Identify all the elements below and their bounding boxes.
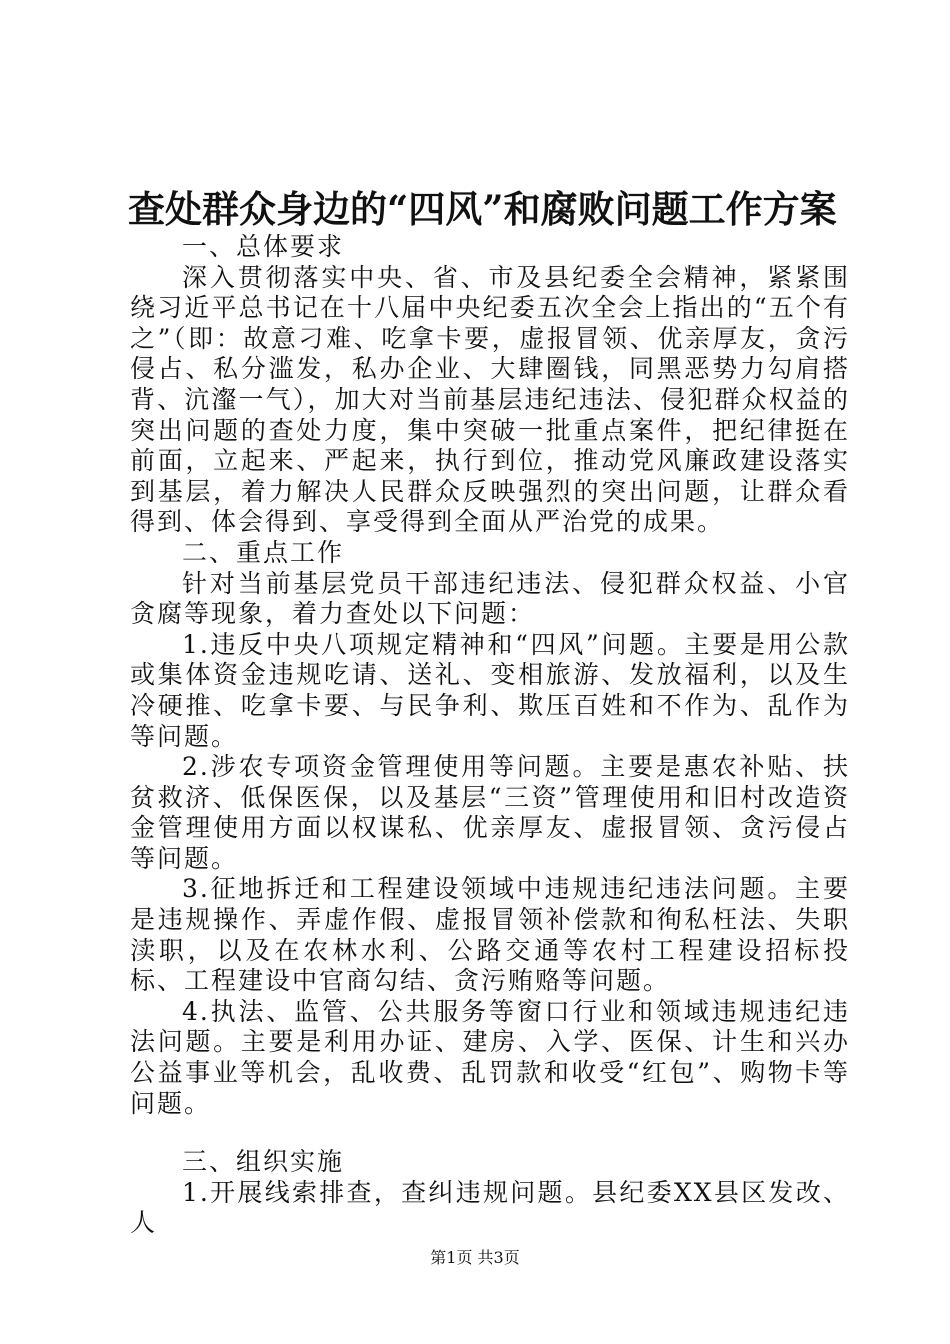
page-footer: 第1页 共3页 <box>430 1248 520 1267</box>
list-item-2: 2.涉农专项资金管理使用等问题。主要是惠农补贴、扶贫救济、低保医保，以及基层“三资”管理使用和旧村改造资金管理使用方面以权谋私、优亲厚友、虚报冒领、贪污侵占等问题。 <box>130 752 850 873</box>
section-heading-implementation: 三、组织实施 <box>182 1147 345 1177</box>
section-heading-general-requirements: 一、总体要求 <box>182 232 345 261</box>
paragraph-general-requirements: 深入贯彻落实中央、省、市及县纪委全会精神，紧紧围绕习近平总书记在十八届中央纪委五次全会上指出的“五个有之”（即：故意刁难、吃拿卡要，虚报冒领、优亲厚友，贪污侵占、私分滥发，私办企业、大肆圈钱，同黑恶势力勾肩搭背、沆瀣一气），加大对当前基层违纪违法、侵犯群众权益的突出问题的查处力度，集中突破一批重点案件，把纪律挺在前面，立起来、严起来，执行到位，推动党风廉政建设落实到基层，着力解决人民群众反映强烈的突出问题，让群众看得到、体会得到、享受得到全面从严治党的成果。 <box>130 262 850 537</box>
list-item-4: 4.执法、监管、公共服务等窗口行业和领域违规违纪违法问题。主要是利用办证、建房、入学、医保、计生和兴办公益事业等机会，乱收费、乱罚款和收受“红包”、购物卡等问题。 <box>130 996 850 1118</box>
section-heading-key-work: 二、重点工作 <box>182 537 345 567</box>
implementation-item-1: 1.开展线索排查，查纠违规问题。县纪委XX县区发改、人 <box>130 1177 850 1238</box>
list-item-1: 1.违反中央八项规定精神和“四风”问题。主要是用公款或集体资金违规吃请、送礼、变相旅游、发放福利，以及生冷硬推、吃拿卡要、与民争利、欺压百姓和不作为、乱作为等问题。 <box>130 629 850 751</box>
list-item-3: 3.征地拆迁和工程建设领域中违规违纪违法问题。主要是违规操作、弄虚作假、虚报冒领补偿款和徇私枉法、失职渎职，以及在农林水利、公路交通等农村工程建设招标投标、工程建设中官商勾结、贪污贿赂等问题。 <box>130 874 850 996</box>
document-body <box>130 232 850 1239</box>
document-title: 查处群众身边的“四风”和腐败问题工作方案 <box>128 187 837 231</box>
paragraph-key-work-intro: 针对当前基层党员干部违纪违法、侵犯群众权益、小官贪腐等现象，着力查处以下问题： <box>130 568 850 629</box>
